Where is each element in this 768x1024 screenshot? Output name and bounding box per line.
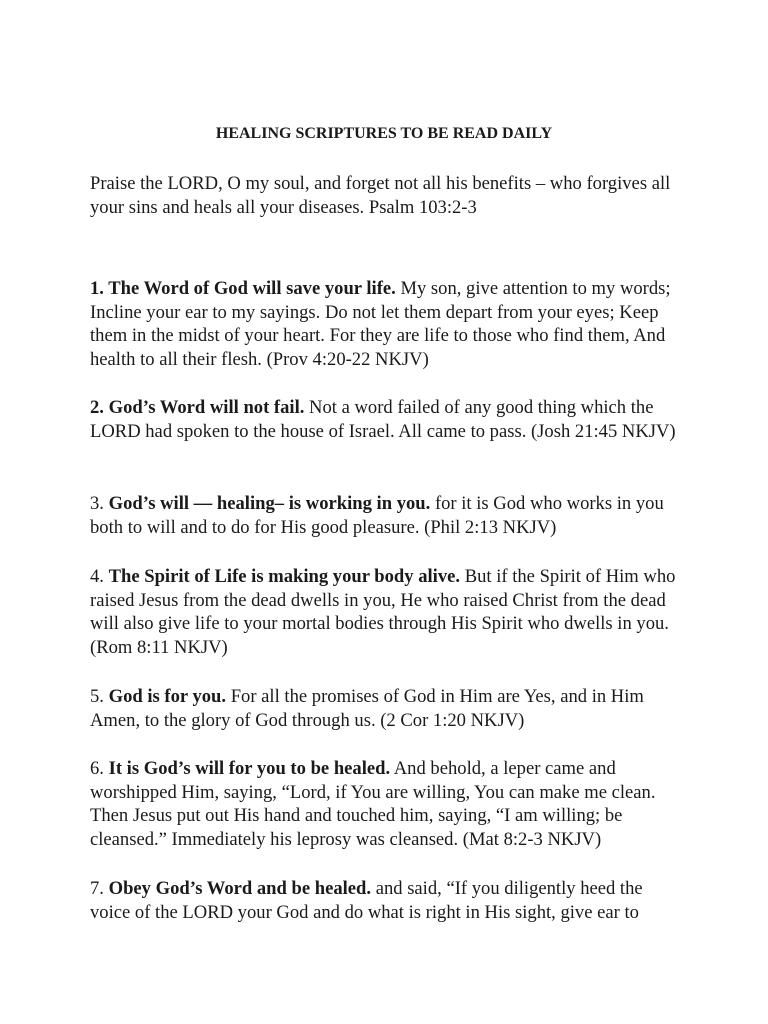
scripture-item-6 (90, 757, 680, 851)
scripture-item-1 (90, 277, 680, 371)
item-heading: The Word of God will save your life. (108, 278, 396, 299)
item-text: But if the Spirit of Him who raised Jesus from the dead dwells in you, He who raised Christ from the dead will also give life to your mortal bodies through His Spirit who dwells in you.(Rom 8:11 NKJV) (90, 566, 676, 658)
item-number: 7. (90, 878, 104, 899)
item-heading: God’s will — healing– is working in you. (108, 493, 431, 514)
item-text: And behold, a leper came and worshipped Him, saying, “Lord, if You are willing, You can make me clean. Then Jesus put out His hand and touched him, saying, “I am willing; be cleansed.” Immediately his leprosy was cleansed. (Mat 8:2-3 NKJV) (90, 758, 656, 850)
scripture-item-2 (90, 396, 680, 443)
item-heading: Obey God’s Word and be healed. (108, 878, 372, 899)
item-number: 5. (90, 686, 104, 707)
item-heading: God is for you. (108, 686, 227, 707)
document-title: HEALING SCRIPTURES TO BE READ DAILY (215, 125, 553, 142)
item-number: 4. (90, 566, 104, 587)
item-number: 1. (90, 278, 104, 299)
scripture-item-3 (90, 492, 680, 539)
item-heading: It is God’s will for you to be healed. (108, 758, 391, 779)
item-heading: God’s Word will not fail. (108, 397, 305, 418)
item-number: 3. (90, 493, 104, 514)
intro-paragraph: Praise the LORD, O my soul, and forget not all his benefits – who forgives all your sins and heals all your diseases. Psalm 103:2-3 (90, 173, 671, 218)
item-text: My son, give attention to my words; Incline your ear to my sayings. Do not let them depart from your eyes; Keep them in the midst of your heart. For they are life to those who find them, And health to all their flesh. (Prov 4:20-22 NKJV) (90, 278, 671, 370)
item-text: for it is God who works in you both to will and to do for His good pleasure. (Phil 2:13 NKJV) (90, 493, 664, 538)
item-heading: The Spirit of Life is making your body alive. (108, 566, 461, 587)
scripture-item-7 (90, 877, 680, 924)
item-text: For all the promises of God in Him are Yes, and in Him Amen, to the glory of God through us. (2 Cor 1:20 NKJV) (90, 686, 644, 731)
item-number: 6. (90, 758, 104, 779)
item-text: and said, “If you diligently heed the voice of the LORD your God and do what is right in His sight, give ear to (90, 878, 643, 923)
item-text: Not a word failed of any good thing which the LORD had spoken to the house of Israel. All came to pass. (Josh 21:45 NKJV) (90, 397, 676, 442)
item-number: 2. (90, 397, 104, 418)
scripture-item-5 (90, 685, 680, 732)
scripture-item-4 (90, 565, 680, 659)
